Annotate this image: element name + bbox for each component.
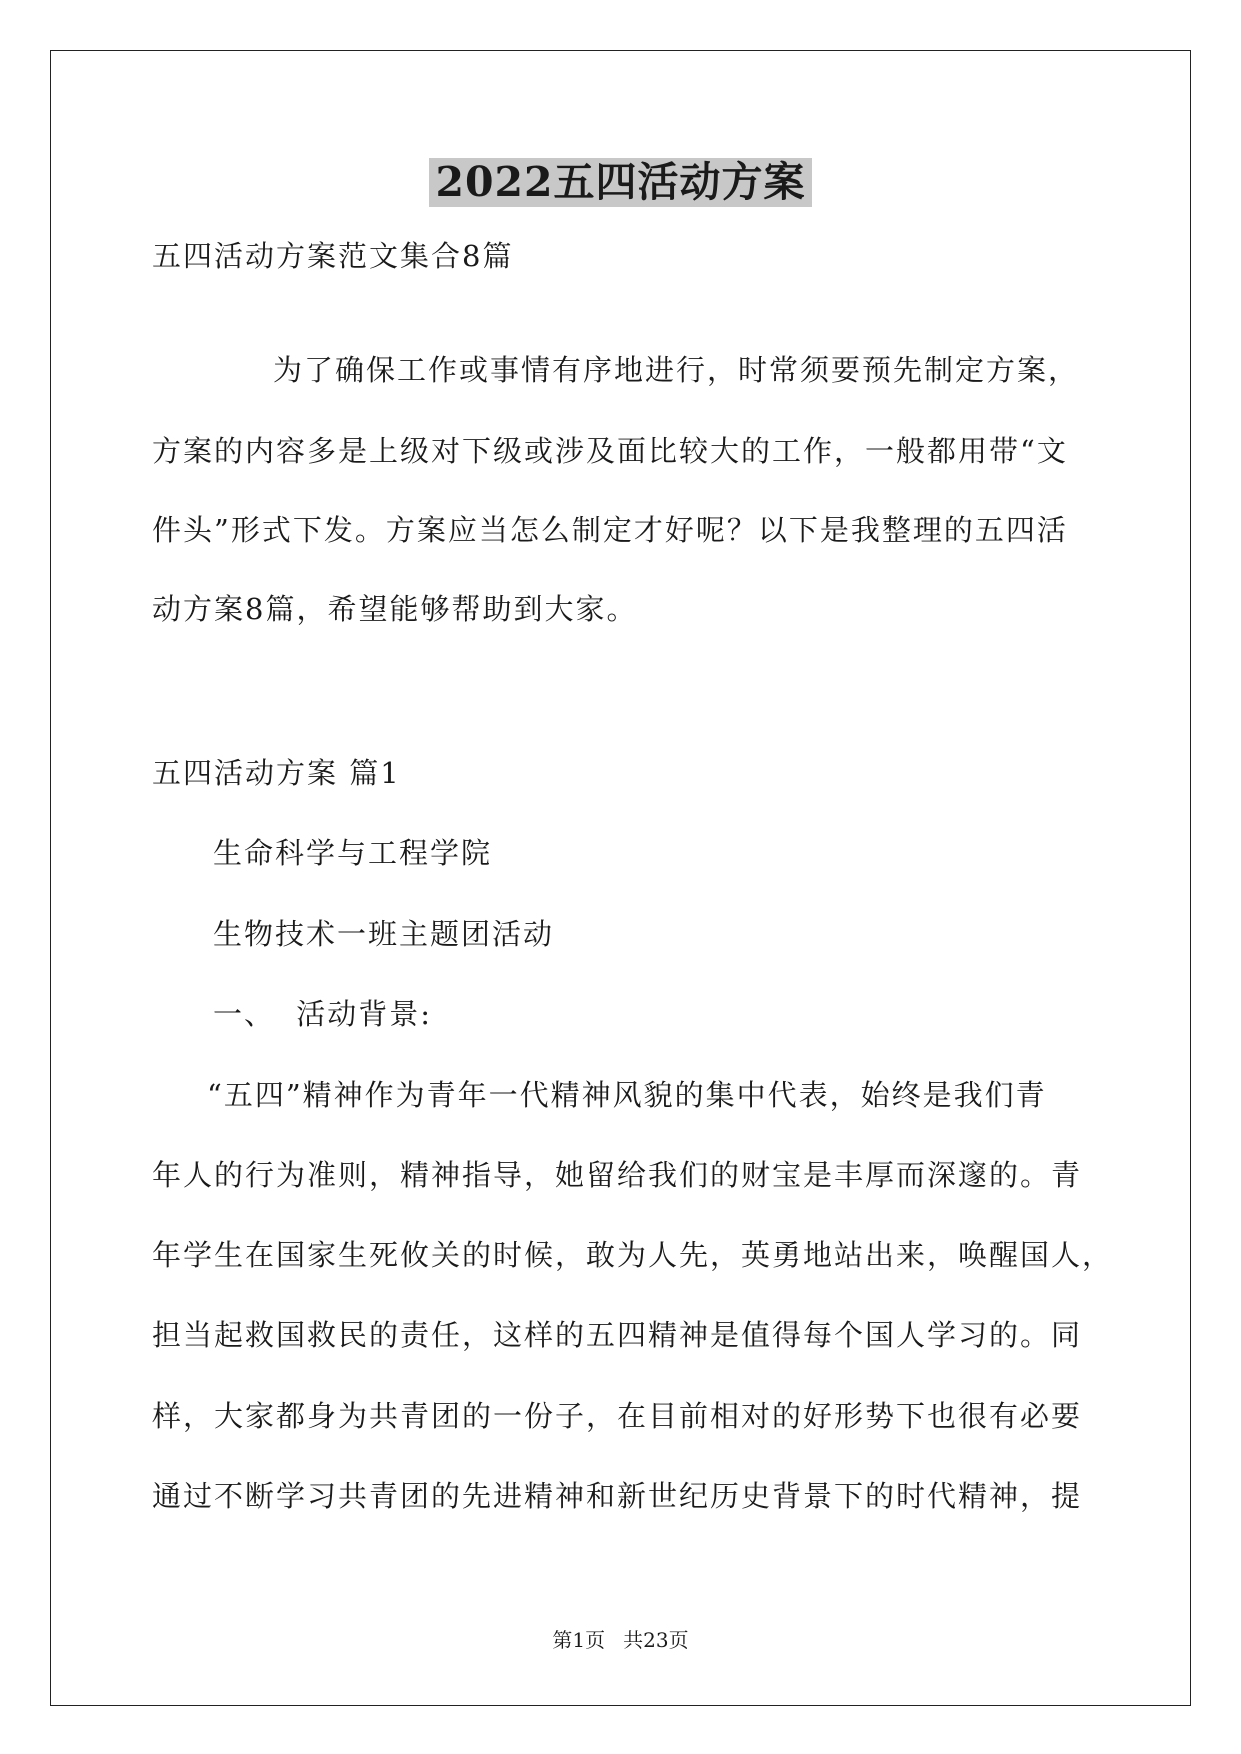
page-total: 共23页 [623,1628,689,1652]
organization-line: 生物技术一班主题团活动 [213,917,555,951]
background-line: 年人的行为准则，精神指导，她留给我们的财宝是丰厚而深邃的。青 [152,1158,1083,1192]
background-line: 年学生在国家生死攸关的时候，敢为人先，英勇地站出来，唤醒国人， [152,1238,1114,1272]
organization-line: 生命科学与工程学院 [213,836,493,870]
document-subtitle: 五四活动方案范文集合8篇 [152,239,514,273]
document-title-text: 2022五四活动方案 [429,158,811,207]
page-number: 第1页 [552,1628,606,1652]
background-line: 通过不断学习共青团的先进精神和新世纪历史背景下的时代精神，提 [152,1479,1083,1513]
page-footer [0,1628,1241,1652]
document-title [0,158,1241,207]
page-border [50,50,1191,1706]
intro-line: 方案的内容多是上级对下级或涉及面比较大的工作，一般都用带“文 [152,434,1068,468]
intro-line: 件头”形式下发。方案应当怎么制定才好呢？以下是我整理的五四活 [152,513,1068,547]
background-line: “五四”精神作为青年一代精神风貌的集中代表，始终是我们青 [207,1078,1047,1112]
section-heading: 五四活动方案 篇1 [152,756,401,790]
background-line: 担当起救国救民的责任，这样的五四精神是值得每个国人学习的。同 [152,1318,1083,1352]
background-heading: 一、 活动背景: [213,997,432,1031]
intro-line: 为了确保工作或事情有序地进行，时常须要预先制定方案， [273,353,1080,387]
background-line: 样，大家都身为共青团的一份子，在目前相对的好形势下也很有必要 [152,1399,1083,1433]
intro-line: 动方案8篇，希望能够帮助到大家。 [152,592,638,626]
